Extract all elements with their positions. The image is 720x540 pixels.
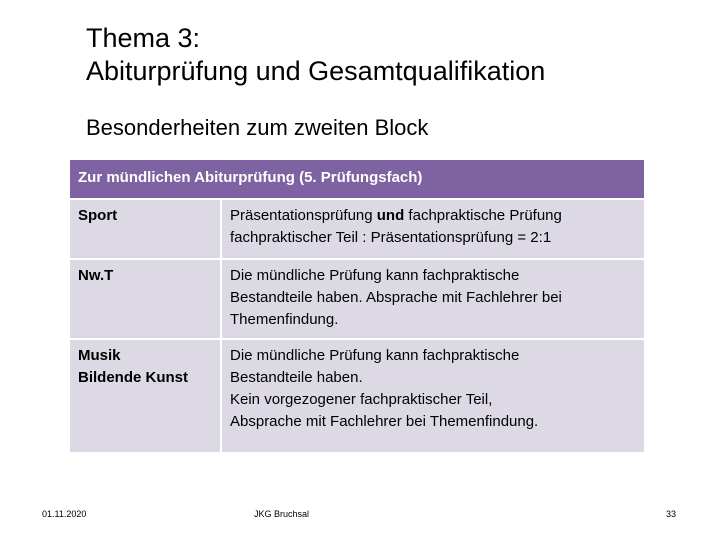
subject-label: Nw.T <box>78 267 114 284</box>
description-line: Themenfindung. <box>230 311 339 328</box>
footer-school: JKG Bruchsal <box>254 509 310 519</box>
description-line: Präsentationsprüfung und fachpraktische Prüfung <box>230 207 562 224</box>
title-line-1: Thema 3: <box>86 23 201 53</box>
subject-cell <box>70 260 222 338</box>
description-line: Kein vorgezogener fachpraktischer Teil, <box>230 391 493 408</box>
subject-label: Bildende Kunst <box>78 369 189 386</box>
description-line: Bestandteile haben. Absprache mit Fachlehrer bei <box>230 289 562 306</box>
table-row <box>70 340 644 454</box>
description-line: Absprache mit Fachlehrer bei Themenfindung. <box>230 413 539 430</box>
description-cell <box>222 260 644 338</box>
description-cell <box>222 340 644 452</box>
description-line: Bestandteile haben. <box>230 369 363 386</box>
table-header: Zur mündlichen Abiturprüfung (5. Prüfungsfach) <box>70 160 644 200</box>
subject-cell <box>70 340 222 452</box>
description-line: fachpraktischer Teil : Präsentationsprüfung = 2:1 <box>230 229 552 246</box>
emphasis-text: und <box>376 207 405 224</box>
subject-label: Sport <box>78 207 118 224</box>
description-cell <box>222 200 644 258</box>
table-row <box>70 200 644 260</box>
slide-subtitle: Besonderheiten zum zweiten Block <box>86 115 429 140</box>
description-line: Die mündliche Prüfung kann fachpraktische <box>230 347 520 364</box>
subject-label: Musik <box>78 347 121 364</box>
subject-cell <box>70 200 222 258</box>
slide-title <box>86 22 545 88</box>
exam-table <box>70 160 644 454</box>
footer-date: 01.11.2020 <box>42 509 87 519</box>
title-line-2: Abiturprüfung und Gesamtqualifikation <box>86 56 546 86</box>
description-line: Die mündliche Prüfung kann fachpraktische <box>230 267 520 284</box>
table-row <box>70 260 644 340</box>
footer-page-number: 33 <box>666 509 677 519</box>
